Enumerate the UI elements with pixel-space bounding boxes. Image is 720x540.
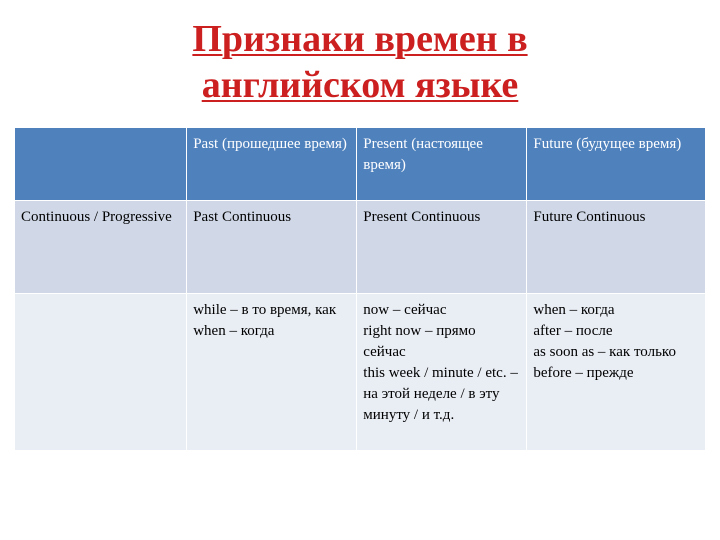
row-label-markers bbox=[15, 294, 187, 451]
table-row-continuous bbox=[15, 201, 706, 294]
row-label-continuous: Continuous / Progressive bbox=[15, 201, 187, 294]
tenses-table bbox=[14, 127, 706, 451]
cell-present-continuous: Present Continuous bbox=[357, 201, 527, 294]
cell-past-markers: while – в то время, как when – когда bbox=[187, 294, 357, 451]
title-line-1: Признаки времен в bbox=[192, 18, 528, 60]
cell-past-continuous: Past Continuous bbox=[187, 201, 357, 294]
header-cell-future: Future (будущее время) bbox=[527, 128, 706, 201]
cell-future-markers: when – когда after – после as soon as – как только before – прежде bbox=[527, 294, 706, 451]
header-cell-past: Past (прошедшее время) bbox=[187, 128, 357, 201]
table-row-markers bbox=[15, 294, 706, 451]
slide-title bbox=[0, 16, 720, 108]
header-cell-present: Present (настоящее время) bbox=[357, 128, 527, 201]
header-cell-empty bbox=[15, 128, 187, 201]
cell-future-continuous: Future Continuous bbox=[527, 201, 706, 294]
title-line-2: английском языке bbox=[201, 64, 519, 106]
cell-present-markers: now – сейчас right now – прямо сейчас this week / minute / etc. – на этой неделе / в эту минуту / и т.д. bbox=[357, 294, 527, 451]
table-header-row bbox=[15, 128, 706, 201]
